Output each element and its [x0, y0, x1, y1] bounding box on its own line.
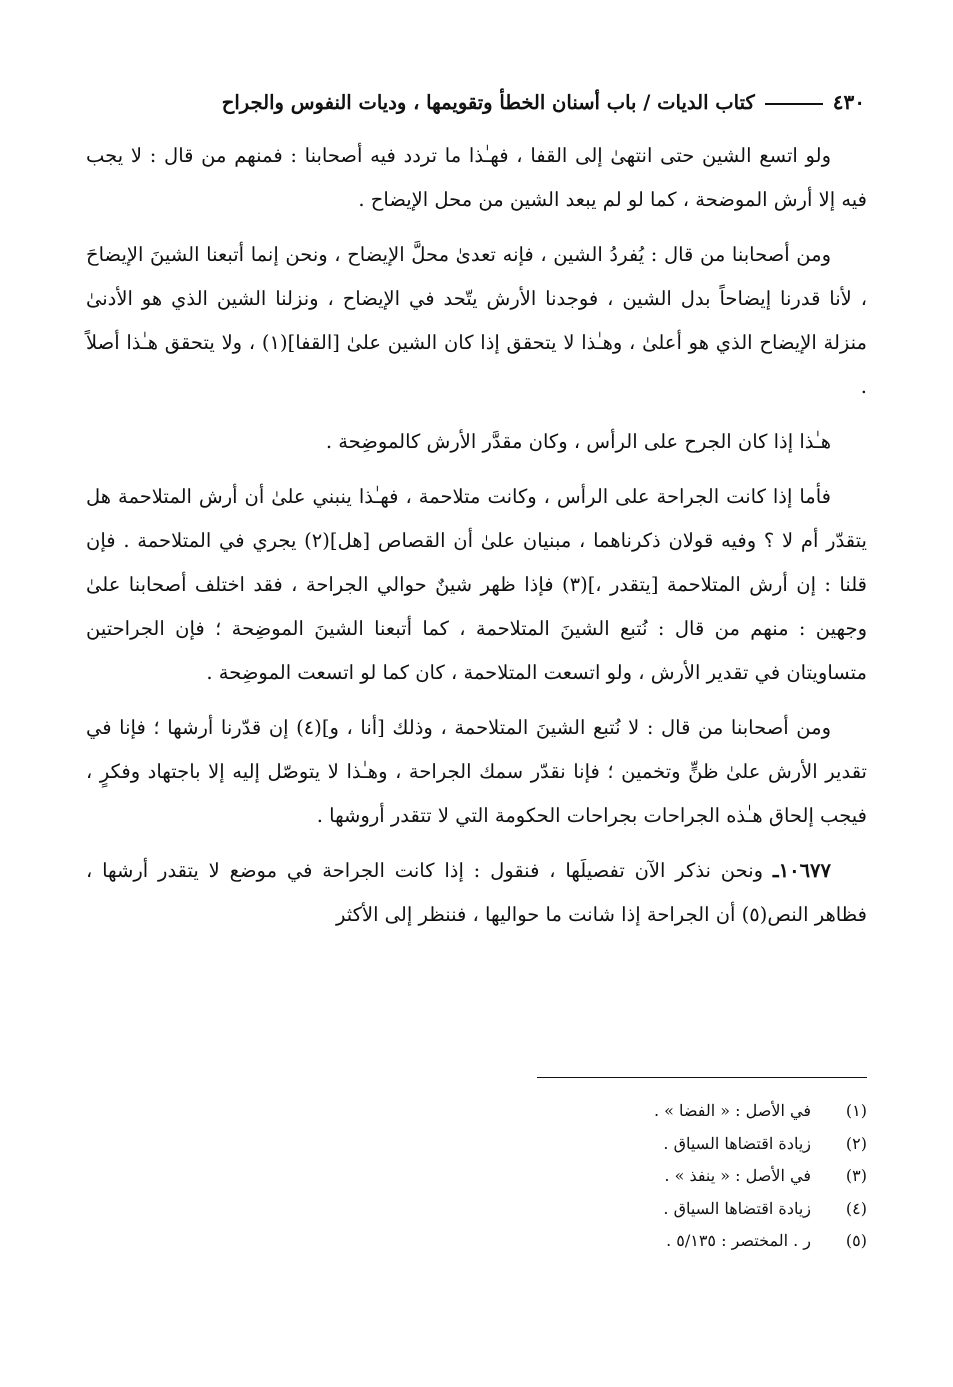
footnotes [86, 1095, 867, 1258]
paragraph [86, 849, 867, 937]
paragraph-text: ومن أصحابنا من قال : يُفردُ الشين ، فإنه تعدىٰ محلَّ الإيضاح ، ونحن إنما أتبعنا الشينَ الإيضاحَ ، لأنا قدرنا إيضاحاً بدل الشين ، فوجدنا الأرش يتّحد في الإيضاح ، ونزلنا الشين الذي هو الأدنىٰ منزلة الإيضاح الذي هو أعلىٰ ، وهـٰذا لا يتحقق إذا كان الشين علىٰ [القفا](١) ، ولا يتحقق هـٰذا أصلاً . [86, 243, 868, 398]
item-number: ١٠٦٧٧ـ [772, 859, 831, 882]
paragraph [86, 475, 867, 695]
footnote-number: (٢) [845, 1133, 867, 1153]
footnote [86, 1225, 867, 1258]
footnote-text: في الأصل : « ينفذ » . [664, 1166, 811, 1185]
footnote-text: زيادة اقتضاها السياق . [663, 1133, 811, 1153]
footnote-number: (٥) [845, 1231, 867, 1250]
footnote [86, 1095, 867, 1128]
paragraph [86, 233, 867, 409]
paragraph [86, 706, 867, 838]
footnote-number: (١) [845, 1101, 867, 1120]
paragraph-text: هـٰذا إذا كان الجرح على الرأس ، وكان مقدَّر الأرش كالموضِحة . [325, 430, 831, 453]
paragraph-text: ولو اتسع الشين حتى انتهىٰ إلى القفا ، فهـٰذا ما تردد فيه أصحابنا : فمنهم من قال : لا يجب فيه إلا أرش الموضحة ، كما لو لم يبعد الشين من محل الإيضاح . [86, 144, 867, 211]
footnote-number: (٤) [845, 1198, 867, 1218]
footnote-text: ر . المختصر : ٥/١٣٥ . [666, 1231, 811, 1250]
paragraph-text: ومن أصحابنا من قال : لا نُتبع الشينَ المتلاحمة ، وذلك [أنا ، و](٤) إن قدّرنا أرشها ؛ فإنا في تقدير الأرش علىٰ ظنٍّ وتخمين ؛ فإنا نقدّر سمك الجراحة ، وهـٰذا لا يتوصّل إليه إلا باجتهاد وفكرٍ ، فيجب إلحاق هـٰذه الجراحات بجراحات الحكومة التي لا تتقدر أروشها . [86, 716, 867, 827]
paragraph-text: فأما إذا كانت الجراحة على الرأس ، وكانت متلاحمة ، فهـٰذا ينبني علىٰ أن أرش المتلاحمة هل يتقدّر أم لا ؟ وفيه قولان ذكرناهما ، مبنيان علىٰ أن القصاص [هل](٢) يجري في المتلاحمة . فإن قلنا : إن أرش المتلاحمة [يتقدر ،](٣) فإذا ظهر شينٌ حوالي الجراحة ، فقد اختلف أصحابنا علىٰ وجهين : منهم من قال : نُتبع الشينَ المتلاحمة ، كما أتبعنا الشينَ الموضِحة ؛ فإن الجراحتين متساويتان في تقدير الأرش ، ولو اتسعت المتلاحمة ، كان كما لو اتسعت الموضِحة . [86, 485, 867, 684]
paragraph [86, 420, 867, 464]
paragraph [86, 134, 867, 222]
footnote-text: في الأصل : « الفضا » . [654, 1101, 811, 1120]
footnote [86, 1160, 867, 1193]
paragraph-text: ونحن نذكر الآن تفصيلَها ، فنقول : إذا كانت الجراحة في موضع لا يتقدر أرشها ، فظاهر النص(٥) أن الجراحة إذا شانت ما حواليها ، فننظر إلى الأكثر [86, 859, 867, 926]
header-rule [765, 103, 823, 105]
running-title: كتاب الديات / باب أسنان الخطأ وتقويمها ، وديات النفوس والجراح [221, 90, 755, 114]
main-text [86, 134, 867, 937]
footnote [86, 1128, 867, 1161]
page-header [88, 82, 865, 122]
footnote-number: (٣) [845, 1166, 867, 1185]
footnote-separator [537, 1077, 867, 1078]
page-number: ٤٣٠ [832, 90, 865, 114]
footnote [86, 1193, 867, 1226]
footnote-text: زيادة اقتضاها السياق . [663, 1198, 811, 1218]
